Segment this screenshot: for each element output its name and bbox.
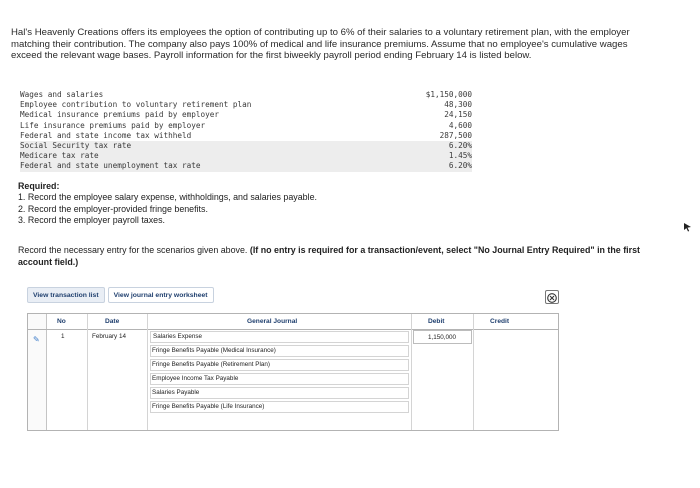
required-item: 1. Record the employee salary expense, withholdings, and salaries payable. bbox=[18, 192, 317, 203]
general-journal-table bbox=[27, 313, 559, 431]
entry-date: February 14 bbox=[92, 333, 126, 340]
account-name: Fringe Benefits Payable (Retirement Plan) bbox=[152, 361, 270, 368]
debit-amount: 1,150,000 bbox=[428, 334, 457, 341]
account-name: Fringe Benefits Payable (Life Insurance) bbox=[152, 403, 265, 410]
payroll-row: Federal and state income tax withheld 287,500 bbox=[20, 130, 472, 140]
col-divider bbox=[147, 314, 148, 430]
payroll-row: Wages and salaries $1,150,000 bbox=[20, 90, 472, 99]
payroll-row: Employee contribution to voluntary retirement plan 48,300 bbox=[20, 100, 472, 110]
header-debit: Debit bbox=[428, 318, 445, 325]
col-divider bbox=[473, 314, 474, 430]
payroll-row: Medicare tax rate 1.45% bbox=[20, 151, 472, 161]
payroll-row: Medical insurance premiums paid by employer 24,150 bbox=[20, 110, 472, 120]
close-x-icon bbox=[546, 292, 558, 304]
edit-column bbox=[28, 314, 47, 430]
account-name: Salaries Payable bbox=[152, 389, 200, 396]
tab-bar bbox=[27, 287, 214, 303]
account-name: Salaries Expense bbox=[153, 333, 203, 340]
instruction-text bbox=[18, 245, 658, 268]
close-button[interactable] bbox=[545, 290, 559, 304]
arrow-cursor-icon bbox=[683, 222, 692, 232]
credit-field[interactable] bbox=[475, 330, 559, 344]
required-title: Required: bbox=[18, 181, 60, 191]
header-general-journal: General Journal bbox=[247, 318, 298, 325]
account-name: Fringe Benefits Payable (Medical Insurance) bbox=[152, 347, 276, 354]
header-no: No bbox=[57, 318, 66, 325]
pencil-icon[interactable]: ✎ bbox=[33, 335, 40, 344]
header-date: Date bbox=[105, 318, 120, 325]
account-name: Employee Income Tax Payable bbox=[152, 375, 239, 382]
header-credit: Credit bbox=[490, 318, 510, 325]
view-journal-worksheet-button[interactable]: View journal entry worksheet bbox=[108, 287, 214, 303]
problem-intro: Hal's Heavenly Creations offers its employees the option of contributing up to 6% of their salaries to a voluntary retirement plan, with the employer matching their contribution. The company also pays 100% of medical and life insurance premiums. Assume that no employee's cumulative wages exceed the relevant wage bases. Payroll information for the first biweekly payroll period ending February 14 is listed below. bbox=[11, 27, 630, 62]
col-divider bbox=[87, 314, 88, 430]
view-transaction-list-button[interactable]: View transaction list bbox=[27, 287, 105, 303]
required-section bbox=[18, 181, 317, 226]
payroll-data-table bbox=[20, 90, 472, 172]
journal-header-row bbox=[28, 314, 558, 330]
required-item: 2. Record the employer-provided fringe benefits. bbox=[18, 203, 208, 214]
required-item: 3. Record the employer payroll taxes. bbox=[18, 214, 166, 225]
payroll-row: Life insurance premiums paid by employer 4,600 bbox=[20, 120, 472, 130]
payroll-row: Social Security tax rate 6.20% bbox=[20, 140, 472, 150]
col-divider bbox=[411, 314, 412, 430]
instruction-plain: Record the necessary entry for the scenarios given above. bbox=[18, 245, 250, 255]
payroll-row: Federal and state unemployment tax rate 6.20% bbox=[20, 161, 472, 171]
instruction-bold: (If no entry is required for a transaction/event, select "No Journal Entry Required" in the first account field.) bbox=[18, 245, 640, 267]
entry-number: 1 bbox=[61, 333, 65, 340]
